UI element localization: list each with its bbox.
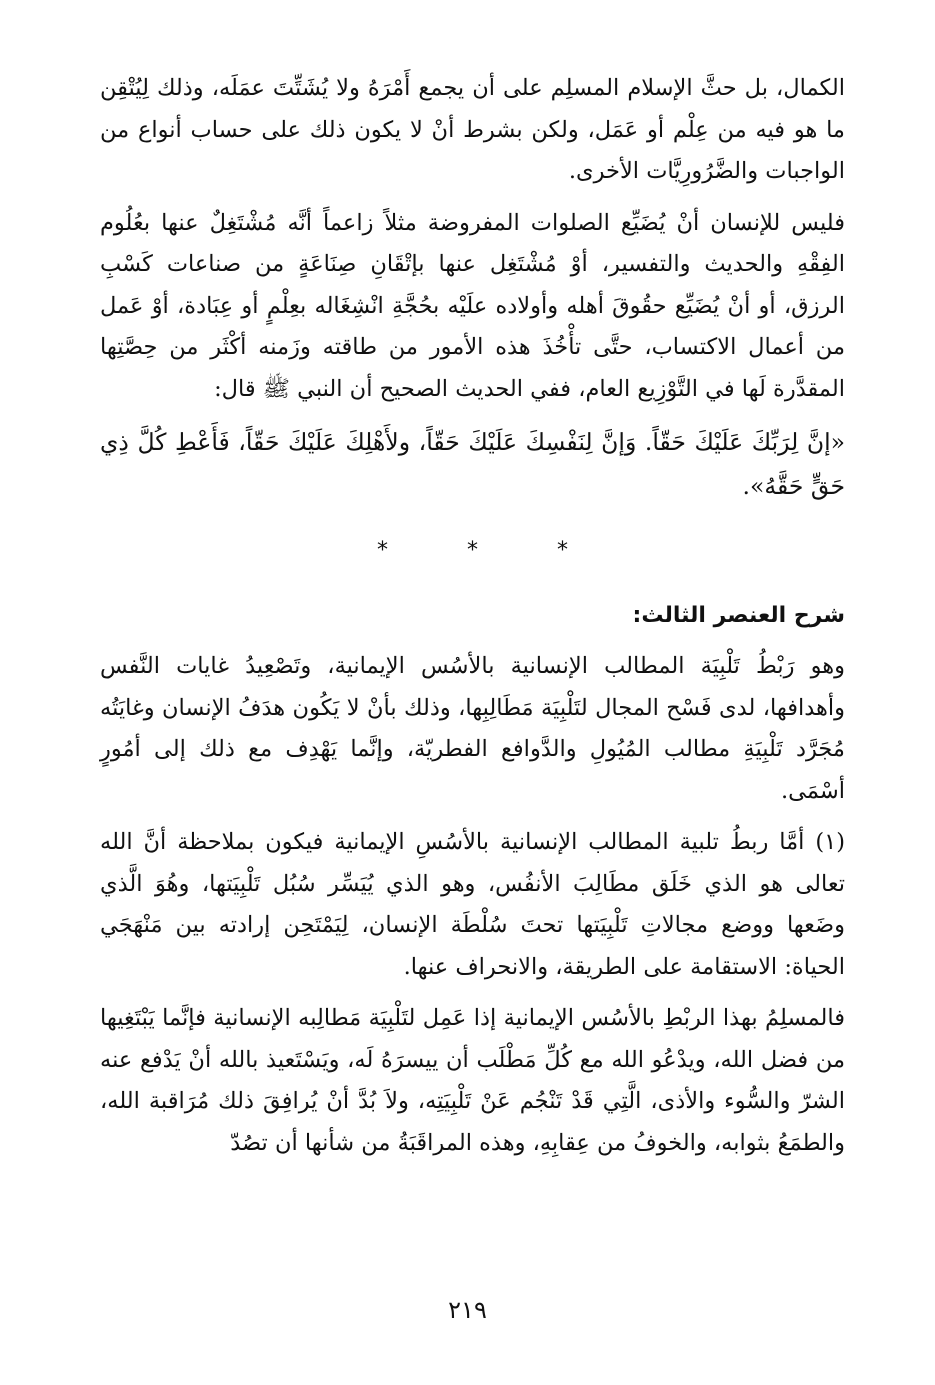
page-body <box>100 68 845 1164</box>
paragraph-2: فليس للإنسان أنْ يُضَيِّع الصلوات المفروضة مثلاً زاعماً أنَّه مُشْتَغِلٌ عنها بعُلُوم الفِقْهِ والحديث والتفسير، أوْ مُشْتَغِل عنها بإتْقَانِ صِنَاعَةٍ من صناعات كَسْبِ الرزق، أو أنْ يُضَيِّع حقُوقَ أهله وأولاده علَيْه بحُجَّةِ انْشِغَاله بعِلْمٍ أو عِبَادة، أوْ عَمل من أعمال الاكتساب، حتَّى تأْخُذَ هذه الأمور من طاقته وزَمنه أكْثَر من حِصَّتِها المقدَّرة لَها في التَّوْزِيع العام، ففي الحديث الصحيح أن النبي ﷺ قال: <box>100 209 845 402</box>
paragraph-5: فالمسلِمُ بهذا الربْطِ بالأسُس الإيمانية إذا عَمِل لتَلْبِيَة مَطالِبه الإنسانية فإنَّما يَبْتَغِيها من فضل الله، ويدْعُو الله مع كُلِّ مَطْلَب أن ييسرَهُ لَه، ويَسْتَعيذ بالله أنْ يَدْفع عنه الشرّ والسُّوء والأذى، الَّتِي قَدْ تَنْجُم عَنْ تَلْبِيَتِه، ولاَ بُدَّ أنْ يُرافِقَ ذلك مُرَاقبة الله، والطمَعُ بثوابه، والخوفُ من عِقابِهِ، وهذه المراقَبَةُ من شأنها أن تصُدّ <box>100 1005 845 1156</box>
hadith-quote: «إنَّ لِرَبِّكَ عَلَيْكَ حَقّاً. وَإنَّ لِنَفْسِكَ عَلَيْكَ حَقّاً، ولأَهْلِكَ عَلَيْكَ حَقّاً، فَأَعْطِ كُلَّ ذِي حَقٍّ حَقَّهُ». <box>100 428 845 500</box>
paragraph-4: (١) أمَّا ربطُ تلبية المطالب الإنسانية بالأسُسِ الإيمانية فيكون بملاحظة أنَّ الله تعالى هو الذي خَلَق مطَالِبَ الأنفُس، وهو الذي يُيَسِّر سُبُل تَلْبِيَتها، وهُوَ الَّذي وضَعها ووضع مجالاتِ تَلْبِيَتها تحتَ سُلْطَة الإنسان، لِيَمْتَحِن إرادته بين مَنْهَجَي الحياة: الاستقامة على الطريقة، والانحراف عنها. <box>100 829 845 980</box>
paragraph-1: الكمال، بل حثَّ الإسلام المسلِم على أن يجمع أَمْرَهُ ولا يُشَتِّتَ عمَلَه، وذلك لِيُتْقِن ما هو فيه من عِلْم أو عَمَل، ولكن بشرط أنْ لا يكون ذلك على حساب أنواع من الواجبات والضَّرُورِيَّات الأخرى. <box>100 75 845 184</box>
page-number: ٢١٩ <box>448 1296 487 1324</box>
section-separator: * * * <box>377 538 604 563</box>
paragraph-3: وهو رَبْطُ تَلْبِيَة المطالب الإنسانية بالأسُس الإيمانية، وتَصْعِيدُ غايات النَّفس وأهدافها، لدى فَسْح المجال لتَلْبِيَة مَطَالِبِها، وذلك بأنْ لا يَكُون هدَفُ الإنسان وغايَتُه مُجَرَّد تَلْبِيَةِ مطالب المُيُولِ والدَّوافع الفطريّة، وإنَّما يَهْدِف مع ذلك إلى أمُورٍ أسْمَى. <box>100 653 845 804</box>
section-heading: شرح العنصر الثالث: <box>632 603 845 628</box>
